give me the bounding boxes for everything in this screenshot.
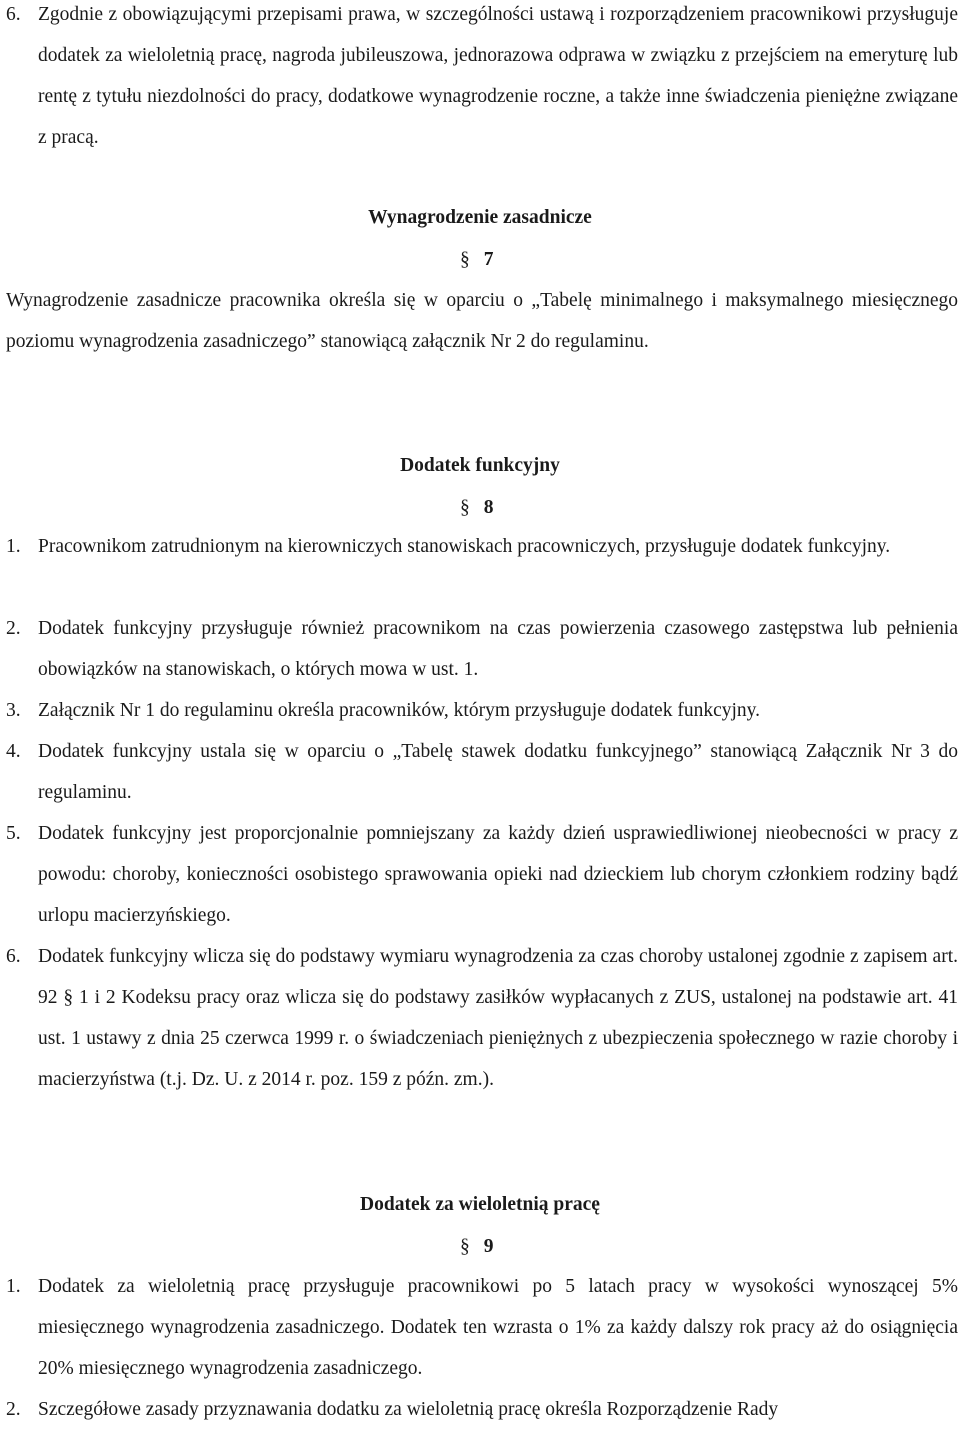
list-item-text: Pracownikom zatrudnionym na kierowniczych stanowiskach pracowniczych, przysługuje dodatek funkcyjny. bbox=[38, 536, 891, 557]
list-item-number: 4. bbox=[6, 741, 21, 762]
list-item-text: Dodatek funkcyjny przysługuje również pracownikom na czas powierzenia czasowego zastępstwa lub pełnienia obowiązków na stanowiskach, o których mowa w ust. 1. bbox=[38, 618, 958, 680]
list-item-number: 1. bbox=[6, 1276, 21, 1297]
list-item-number: 6. bbox=[6, 946, 21, 967]
paragraph-number: § 8 bbox=[460, 487, 494, 528]
paragraph-text: Wynagrodzenie zasadnicze pracownika określa się w oparciu o „Tabelę minimalnego i maksymalnego miesięcznego poziomu wynagrodzenia zasadniczego” stanowiącą załącznik Nr 2 do regulaminu. bbox=[6, 290, 958, 352]
section-heading: Wynagrodzenie zasadnicze bbox=[368, 207, 592, 228]
list-item-text: Zgodnie z obowiązującymi przepisami prawa, w szczególności ustawą i rozporządzeniem pracownikowi przysługuje dodatek za wieloletnią pracę, nagroda jubileuszowa, jednorazowa odprawa w związku z przejściem na emeryturę lub rentę z tytułu niezdolności do pracy, dodatkowe wynagrodzenie roczne, a także inne świadczenia pieniężne związane z pracą. bbox=[38, 4, 958, 148]
section-heading: Dodatek za wieloletnią pracę bbox=[360, 1194, 600, 1215]
list-item-text: Dodatek funkcyjny jest proporcjonalnie pomniejszany za każdy dzień usprawiedliwionej nieobecności w pracy z powodu: choroby, konieczności osobistego sprawowania opieki nad dzieckiem lub chorym członkiem rodziny bądź urlopu macierzyńskiego. bbox=[38, 823, 958, 926]
list-item bbox=[6, 526, 958, 567]
list-item bbox=[6, 813, 958, 936]
list-item-number: 2. bbox=[6, 1399, 21, 1420]
list-item bbox=[6, 0, 958, 158]
list-item bbox=[6, 608, 958, 690]
list-item-text: Dodatek funkcyjny ustala się w oparciu o „Tabelę stawek dodatku funkcyjnego” stanowiącą Załącznik Nr 3 do regulaminu. bbox=[38, 741, 958, 803]
list-item-text: Dodatek za wieloletnią pracę przysługuje pracownikowi po 5 latach pracy w wysokości wynoszącej 5% miesięcznego wynagrodzenia zasadniczego. Dodatek ten wzrasta o 1% za każdy dalszy rok pracy aż do osiągnięcia 20% miesięcznego wynagrodzenia zasadniczego. bbox=[38, 1276, 958, 1379]
list-item bbox=[6, 1266, 958, 1389]
list-item-text: Szczegółowe zasady przyznawania dodatku za wieloletnią pracę określa Rozporządzenie Rady bbox=[38, 1399, 779, 1420]
paragraph-number: § 9 bbox=[460, 1226, 494, 1267]
list-item-number: 2. bbox=[6, 618, 21, 639]
list-item bbox=[6, 936, 958, 1100]
paragraph-number: § 7 bbox=[460, 239, 494, 280]
list-item bbox=[6, 690, 958, 731]
list-item-number: 5. bbox=[6, 823, 21, 844]
list-item-text: Dodatek funkcyjny wlicza się do podstawy wymiaru wynagrodzenia za czas choroby ustalonej zgodnie z zapisem art. 92 § 1 i 2 Kodeksu pracy oraz wlicza się do podstawy zasiłków wypłacanych z ZUS, ustalonej na podstawie art. 41 ust. 1 ustawy z dnia 25 czerwca 1999 r. o świadczeniach pieniężnych z ubezpieczenia społecznego w razie choroby i macierzyństwa (t.j. Dz. U. z 2014 r. poz. 159 z późn. zm.). bbox=[38, 946, 958, 1090]
list-item bbox=[6, 731, 958, 813]
list-item-number: 3. bbox=[6, 700, 21, 721]
section-sign-icon: § bbox=[460, 1236, 470, 1257]
list-item-number: 1. bbox=[6, 536, 21, 557]
list-item-text: Załącznik Nr 1 do regulaminu określa pracowników, którym przysługuje dodatek funkcyjny. bbox=[38, 700, 761, 721]
list-item bbox=[6, 1389, 958, 1430]
section-sign-icon: § bbox=[460, 249, 470, 270]
section-heading: Dodatek funkcyjny bbox=[400, 455, 560, 476]
list-item-number: 6. bbox=[6, 4, 21, 25]
section-sign-icon: § bbox=[460, 497, 470, 518]
